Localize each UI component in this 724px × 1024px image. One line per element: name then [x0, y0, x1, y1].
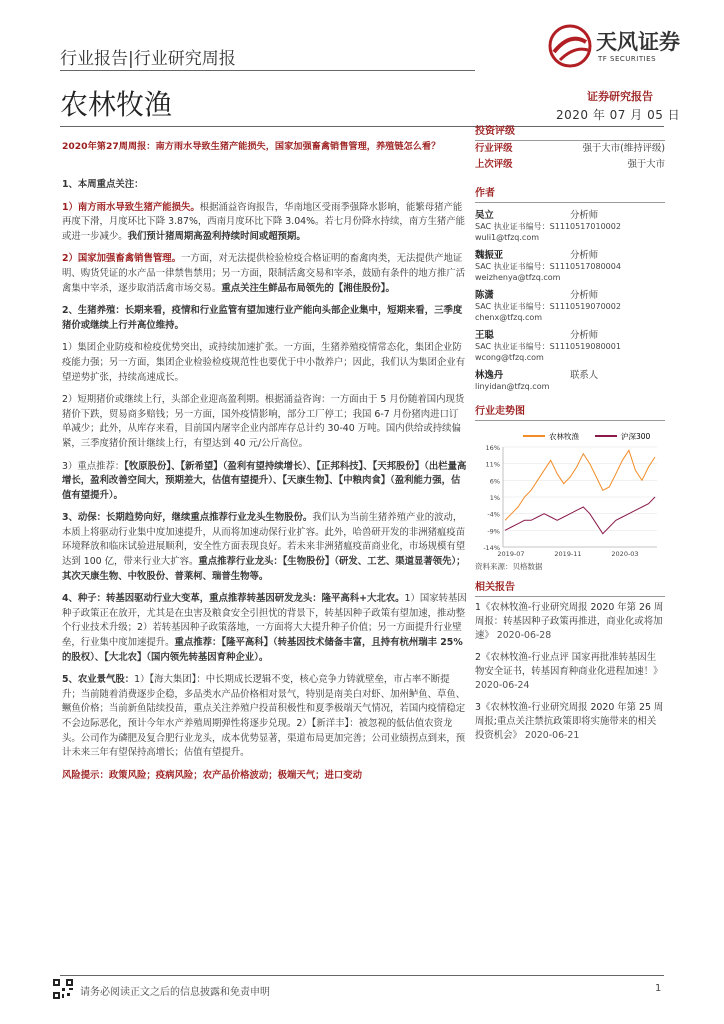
chart-legend — [523, 431, 651, 441]
author-entry: 魏振亚 分析师 SAC 执业证书编号：S1110517080004 weizhenya@tfzq.com — [475, 250, 621, 282]
rating-row: 行业评级 强于大市(维持评级) — [475, 143, 665, 154]
series-line-2 — [505, 497, 655, 534]
trend-box — [475, 404, 665, 572]
series-line-1 — [505, 450, 655, 520]
y-tick-label: -9% — [487, 527, 500, 536]
y-tick-label: -4% — [487, 510, 500, 519]
section-2-title: 2、生猪养殖：长期来看，疫情和行业监管有望加速行业产能向头部企业集中，短期来看，三季度猪价或继续上行并高位维持。 — [62, 305, 463, 331]
y-tick-label: -14% — [483, 544, 500, 552]
section-1-title: 1、本周重点关注： — [62, 179, 144, 190]
rating-title: 投资评级 — [475, 126, 515, 137]
author-entry: 王聪 分析师 SAC 执业证书编号：S1110519080001 wcong@tfzq.com — [475, 330, 621, 362]
footer-disclaimer: 请务必阅读正文之后的信息披露和免责申明 — [80, 987, 270, 998]
paragraph-1: 1）南方雨水导致生猪产能损失。根据涌益咨询报告，华南地区受雨季强降水影响，能繁母猪产能再度下滑，月度环比下降 3.87%，西南月度环比下降 3.04%。若七月份降水持续，南方生猪产能或进一步减少。我们预计猪周期高盈利持续时间或超预期。 — [62, 201, 466, 242]
section-label: 证券研究报告 — [587, 90, 653, 103]
y-tick-label: 6% — [489, 477, 500, 486]
report-date: 2020 年 07 月 05 日 — [556, 108, 681, 122]
y-tick-label: 11% — [485, 460, 500, 469]
rating-row: 上次评级 强于大市 — [475, 159, 665, 170]
chart-plot-area — [483, 444, 657, 558]
x-tick-label: 2019-07 — [497, 550, 525, 558]
related-reports — [475, 580, 665, 751]
paragraph-2: 2）国家加强畜禽销售管理。一方面，对无法提供检验检疫合格证明的畜禽肉类，无法提供产地证明、购货凭证的水产品一律禁售禁用；另一方面，限制活禽交易和宰杀，鼓励有条件的地方推广活禽集中宰杀，逐步取消活禽市场交易。重点关注生鲜品布局领先的【湘佳股份】。 — [62, 253, 466, 294]
trend-title: 行业走势图 — [475, 406, 525, 417]
section-3: 3、动保：长期趋势向好，继续重点推荐行业龙头生物股份。我们认为当前生猪养殖产业的波动，本质上将驱动行业集中度加速提升，从而将加速动保行业扩容。此外，哈兽研开发的非洲猪瘟疫苗环境释放和临床试验进展顺利，安全性方面表现良好。若未来非洲猪瘟疫苗商业化，市场规模有望达到 100 亿，带来行业大扩容。重点推荐行业龙头：【生物股份】（研发、工艺、渠道显著领先）；其次天康生物、中牧股份、普莱柯、瑞普生物等。 — [62, 512, 466, 582]
authors-title: 作者 — [475, 188, 495, 199]
related-report-item[interactable]: 3《农林牧渔-行业研究周报 2020 年第 25 周周报;重点关注禁抗政策即将实施带来的相关投资机会》 2020-06-21 — [475, 702, 664, 741]
authors-box — [475, 186, 665, 396]
section-4: 4、种子：转基因驱动行业大变革，重点推荐转基因研发龙头：隆平高科+大北农。1）国家转基因种子政策正在放开，尤其是在虫害及粮食安全引担忧的背景下，转基因种子政策有望加速，推动整个行业技术升级；2）若转基因种子政策落地，一方面将大大提升种子价值；另一方面提升行业壁垒，行业集中度加速提升。重点推荐：【隆平高科】（转基因技术储备丰富，且持有杭州瑞丰 25%的股权）、【大北农】（国内领先转基因育种企业）。 — [62, 593, 467, 663]
related-report-item[interactable]: 1《农林牧渔-行业研究周报 2020 年第 26 周周报：转基因种子政策再推进，商业化或将加速》 2020-06-28 — [475, 602, 664, 641]
page-number: 1 — [655, 983, 662, 994]
report-headline: 2020年第27周周报：南方雨水导致生猪产能损失，国家加强畜禽销售管理，养殖链怎么看？ — [62, 141, 441, 152]
y-tick-label: 16% — [485, 444, 500, 452]
chart-source: 资料来源：贝格数据 — [475, 562, 543, 571]
header-rule — [60, 70, 475, 71]
author-entry: 陈潇 分析师 SAC 执业证书编号：S1110519070002 chenx@tfzq.com — [475, 290, 621, 322]
brand-name-en: TF SECURITIES — [598, 55, 657, 63]
rating-box — [475, 124, 665, 173]
industry-title: 农林牧渔 — [60, 88, 173, 121]
risk-note: 风险提示：政策风险；疫病风险；农产品价格波动；极端天气；进口变动 — [62, 769, 363, 781]
qr-code-icon — [52, 978, 74, 1000]
x-tick-label: 2020-03 — [611, 550, 639, 558]
industry-trend-chart — [475, 427, 665, 559]
y-tick-label: 1% — [489, 494, 500, 502]
related-report-item[interactable]: 2《农林牧渔-行业点评 国家再批准转基因生物安全证书，转基因育种商业化进程加速！》 2020-06-24 — [475, 652, 663, 691]
brand-name: 天风证券 — [596, 30, 680, 54]
x-tick-label: 2019-11 — [554, 550, 582, 558]
section-2-point-1: 1）集团企业防疫和检疫优势突出，或持续加速扩张。一方面，生猪养殖疫情常态化，集团企业防疫能力强；另一方面，集团企业检验检疫规范性也要优于中小散养户；因此，我们认为集团企业有望逆势扩张，持续高速成长。 — [62, 342, 466, 383]
author-entry: 吴立 分析师 SAC 执业证书编号：S1110517010002 wuli1@tfzq.com — [475, 210, 621, 242]
report-type: 行业报告|行业研究周报 — [60, 49, 236, 69]
legend-label-1: 农林牧渔 — [549, 432, 579, 441]
related-title: 相关报告 — [475, 582, 515, 593]
section-2-point-3: 3）重点推荐：【牧原股份】、【新希望】（盈利有望持续增长）、【正邦科技】、【天邦股份】（出栏量高增长，盈利改善空间大，预期差大，估值有望提升）、【天康生物】、【中粮肉食】（盈利能力强，估值有望提升）。 — [62, 460, 467, 501]
footer-rule — [60, 975, 664, 976]
main-body — [62, 178, 467, 791]
author-entry: 林逸丹 联系人 linyidan@tfzq.com — [475, 370, 599, 391]
legend-label-2: 沪深300 — [621, 432, 651, 441]
section-2-point-2: 2）短期猪价或继续上行，头部企业迎高盈利期。根据涌益咨询：一方面由于 5 月份随着国内现货猪价下跌，贸易商多赔钱；另一方面，国外疫情影响，部分工厂停工；我国 6-7 月份猪肉进口订单减少；此外，从库存来看，目前国内屠宰企业内部库存总计约 30-40 万吨。国内供给或持续偏紧，三季度猪价预计继续上行，有望达到 40 元/公斤高位。 — [62, 394, 465, 449]
section-5: 5、农业景气股：1）【海大集团】：中长期成长逻辑不变，核心竞争力铸就壁垒，市占率不断提升；当前随着消费逐步企稳，多品类水产品价格相对景气，特别是南美白对虾、加州鲈鱼、草鱼、鳜鱼价格；当前新鱼陆续投苗，重点关注养殖户投苗积极性和夏季极端天气情况，若国内疫情稳定不会边际恶化，预计今年水产养殖周期弹性将逐步兑现。2）【新洋丰】：被忽视的低估值农资龙头。公司作为磷肥及复合肥行业龙头，成本优势显著，渠道布局更加完善；公司业绩拐点到来，预计未来三年有望保持高增长；估值有望提升。 — [62, 674, 466, 759]
